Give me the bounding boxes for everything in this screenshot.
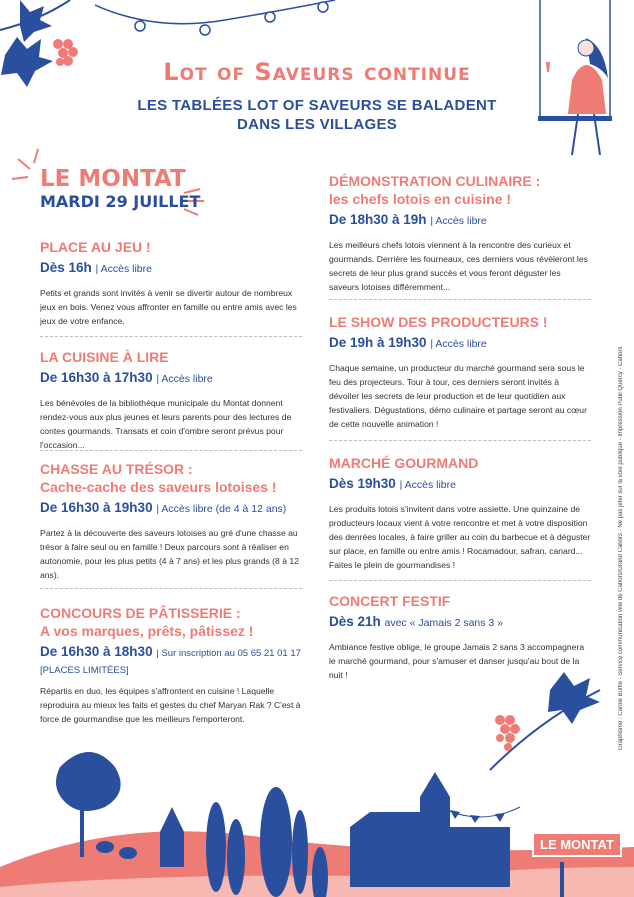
- divider: [40, 336, 302, 337]
- event-time: [40, 499, 302, 518]
- access-info: | Accès libre: [95, 263, 152, 275]
- divider: [329, 299, 591, 300]
- event-time: [329, 211, 591, 230]
- event-title: CHASSE AU TRÉSOR :: [40, 461, 193, 477]
- divider: [329, 580, 591, 581]
- event-description: Les produits lotois s'invitent dans votre assiette. Une quinzaine de producteurs locaux vient à votre rencontre et met à votre disposition des denrées locales, à faire griller au coin du barbecue et à déguster sur place, en famille ou entre amis ! Rocamadour, safran, canard... Faites le plein de gourmandises !: [329, 504, 591, 570]
- event-description: Partez à la découverte des saveurs lotoises au gré d'une chasse au trésor à faire seul ou en famille ! Deux parcours sont à réaliser en autonomie, pour les plus petits (4 à 7 ans) et les plus grands (8 à 12 ans).: [40, 528, 299, 580]
- event-description: Petits et grands sont invités à venir se divertir autour de nombreux jeux en bois. Venez vous affronter en famille ou entre amis avec les jeux de votre enfance.: [40, 288, 297, 326]
- page-title: Lot of Saveurs continue: [163, 58, 471, 86]
- event-description: Chaque semaine, un producteur du marché gourmand sera sous le feu des projecteurs. Tour à tour, ces derniers seront invités à dévoiler les secrets de leur production et de leur quotidien aux festivaliers. Dégustations, démo culinaire et partage seront au cœur de cette nouvelle animation !: [329, 363, 587, 429]
- village-landscape-illustration: [0, 717, 634, 897]
- event-place-au-jeu: [40, 238, 302, 328]
- time-value: De 16h30 à 19h30: [40, 500, 153, 515]
- access-info: | Sur inscription au 05 65 21 01 17: [156, 648, 301, 659]
- event-time: [329, 475, 591, 494]
- event-title: CONCOURS DE PÂTISSERIE :: [40, 605, 241, 621]
- event-title: LA CUISINE À LIRE: [40, 349, 169, 365]
- event-cuisine-a-lire: [40, 348, 302, 452]
- event-time: [329, 334, 591, 353]
- access-info: | Accès libre: [156, 373, 213, 385]
- event-marche-gourmand: [329, 454, 591, 572]
- access-info: | Accès libre: [430, 215, 487, 227]
- time-value: De 16h30 à 18h30: [40, 644, 153, 659]
- event-demonstration-culinaire: [329, 172, 591, 294]
- credits-text: Graphisme : Carole Buffle - Service communication ville de Cahors/Grand Cahors - Ne pas jeter sur la voie publique - Impression Publi Quercy - Cahors: [618, 346, 624, 750]
- access-info: | Accès libre: [399, 479, 456, 491]
- time-value: De 18h30 à 19h: [329, 212, 427, 227]
- limited-places-note: [PLACES LIMITÉES]: [40, 665, 129, 676]
- event-date: MARDI 29 JUILLET: [40, 192, 201, 211]
- event-time: [40, 259, 302, 278]
- event-chasse-au-tresor: [40, 460, 302, 582]
- event-time: [329, 613, 591, 632]
- time-value: Dès 16h: [40, 260, 92, 275]
- event-title: LE SHOW DES PRODUCTEURS !: [329, 314, 548, 330]
- string-lights-illustration: [95, 0, 355, 45]
- access-info: avec « Jamais 2 sans 3 »: [384, 617, 504, 629]
- event-subtitle: Cache-cache des saveurs lotoises !: [40, 479, 277, 495]
- page-subtitle: [0, 96, 634, 134]
- event-title: CONCERT FESTIF: [329, 593, 451, 609]
- event-title: PLACE AU JEU !: [40, 239, 151, 255]
- event-title: MARCHÉ GOURMAND: [329, 455, 479, 471]
- time-value: De 16h30 à 17h30: [40, 370, 153, 385]
- event-description: Les meilleurs chefs lotois viennent à la rencontre des curieux et gourmands. Derrière les fourneaux, ces derniers vous révèleront les secrets de leur plus grand succès et vous feront déguster les saveurs lotoises différemment...: [329, 240, 588, 292]
- event-description: Les bénévoles de la bibliothèque municipale du Montat donnent rendez-vous aux plus jeunes et leurs parents pour des lectures de contes gourmands. Transats et coin d'ombre seront prévus pour l'occasion...: [40, 398, 292, 450]
- divider: [40, 588, 302, 589]
- event-show-producteurs: [329, 313, 591, 431]
- town-name: LE MONTAT: [40, 166, 186, 192]
- event-time: [40, 643, 310, 663]
- time-value: Dès 21h: [329, 614, 381, 629]
- time-value: De 19h à 19h30: [329, 335, 427, 350]
- subtitle-line-1: LES TABLÉES LOT OF SAVEURS SE BALADENT: [137, 97, 497, 114]
- subtitle-line-2: DANS LES VILLAGES: [236, 116, 398, 133]
- event-subtitle: A vos marques, prêts, pâtissez !: [40, 623, 254, 639]
- time-value: Dès 19h30: [329, 476, 396, 491]
- divider: [40, 450, 302, 451]
- event-title: DÉMONSTRATION CULINAIRE :: [329, 173, 541, 189]
- event-time: [40, 369, 302, 388]
- village-sign: LE MONTAT: [532, 832, 622, 857]
- event-description: Ambiance festive oblige, le groupe Jamais 2 sans 3 accompagnera le marché gourmand, pour s'amuser et danser jusqu'au bout de la nuit !: [329, 642, 585, 680]
- access-info: | Accès libre (de 4 à 12 ans): [156, 503, 287, 515]
- event-description: Répartis en duo, les équipes s'affrontent en cuisine ! Laquelle reproduira au mieux les faits et gestes du chef Maryan Rak ? C'est à force de gourmandise que les meilleurs l'emporteront.: [40, 686, 301, 724]
- access-info: | Accès libre: [430, 338, 487, 350]
- event-concours-patisserie: [40, 604, 310, 726]
- event-subtitle: les chefs lotois en cuisine !: [329, 191, 512, 207]
- divider: [329, 440, 591, 441]
